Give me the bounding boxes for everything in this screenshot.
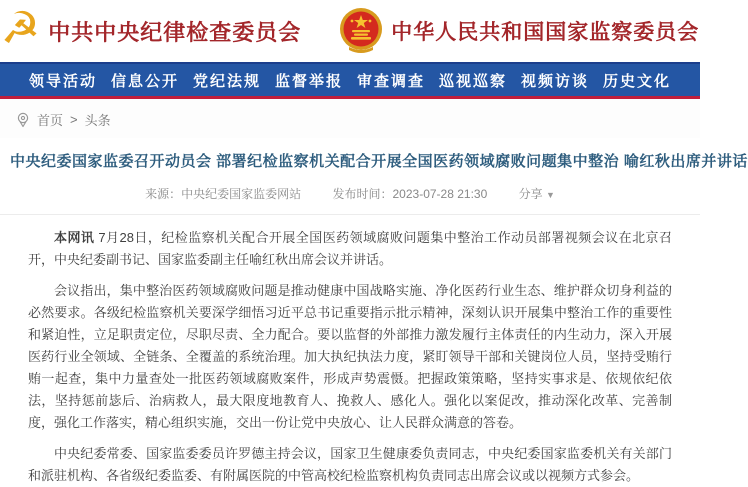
ccdi-logo-link[interactable] [0, 3, 302, 54]
nav-item-regulations[interactable]: 党纪法规 [192, 72, 261, 90]
article-paragraph-2: 会议指出，集中整治医药领域腐败问题是推动健康中国战略实施、净化医药行业生态、维护群众切身利益的必然要求。各级纪检监察机关要深学细悟习近平总书记重要指示批示精神，深刻认识开展集中整治工作的重要性和紧迫性，立足职责定位，尽职尽责、全力配合。要以监督的外部推力激发履行主体责任的内生动力，深入开展医药行业全领域、全链条、全覆盖的系统治理。加大执纪执法力度，紧盯领导干部和关键岗位人员，坚持受贿行贿一起查，集中力量查处一批医药领域腐败案件，形成声势震慑。把握政策策略，坚持实事求是、依规依纪依法，坚持惩前毖后、治病救人，最大限度地教育人、挽救人、感化人。强化以案促改，推动深化改革、完善制度，强化工作落实，精心组织实施，交出一份让党中央放心、让人民群众满意的答卷。 [28, 283, 672, 430]
share-button[interactable]: 分享 ▼ [518, 187, 555, 201]
breadcrumb-home-link[interactable]: 首页 [37, 113, 64, 128]
article-paragraph-1: 本网讯 7月28日，纪检监察机关配合开展全国医药领域腐败问题集中整治工作动员部署视频会议在北京召开，中央纪委副书记、国家监委副主任喻红秋出席会议并讲话。 [28, 230, 672, 267]
location-pin-icon [16, 112, 30, 128]
breadcrumb-current[interactable]: 头条 [84, 113, 111, 128]
nav-item-leadership[interactable]: 领导活动 [28, 72, 97, 90]
national-emblem-icon [339, 7, 383, 55]
lead-prefix: 本网讯 [54, 230, 95, 245]
nsc-org-name: 中华人民共和国国家监察委员会 [391, 21, 700, 44]
article-body [0, 214, 700, 487]
article-publish-time: 发布时间：2023-07-28 21:30 [332, 187, 488, 201]
nav-item-inspection[interactable]: 巡视巡察 [438, 72, 507, 90]
site-header [0, 0, 700, 62]
main-navigation [0, 62, 700, 99]
nav-item-history[interactable]: 历史文化 [602, 72, 671, 90]
nav-item-reporting[interactable]: 监督举报 [274, 72, 343, 90]
breadcrumb-separator: > [70, 112, 78, 127]
breadcrumb [0, 99, 700, 138]
article-meta [0, 185, 700, 214]
article [0, 138, 748, 487]
ccdi-org-name: 中共中央纪律检查委员会 [48, 19, 302, 45]
chevron-down-icon: ▼ [545, 190, 555, 200]
nsc-logo-link[interactable] [339, 7, 699, 55]
nav-item-investigation[interactable]: 审查调查 [356, 72, 425, 90]
nav-item-information[interactable]: 信息公开 [110, 72, 179, 90]
article-paragraph-3: 中央纪委常委、国家监委委员许罗德主持会议，国家卫生健康委负责同志，中央纪委国家监委机关有关部门和派驻机构、各省级纪委监委、有附属医院的中管高校纪检监察机构负责同志出席会议或以视频方式参会。 [28, 446, 672, 483]
nav-item-video[interactable]: 视频访谈 [520, 72, 589, 90]
article-source: 来源：中央纪委国家监委网站 [145, 187, 302, 201]
party-emblem-icon: ☭ [0, 3, 41, 54]
article-title: 中央纪委国家监委召开动员会 部署纪检监察机关配合开展全国医药领域腐败问题集中整治 喻红秋出席并讲话 [10, 153, 748, 170]
